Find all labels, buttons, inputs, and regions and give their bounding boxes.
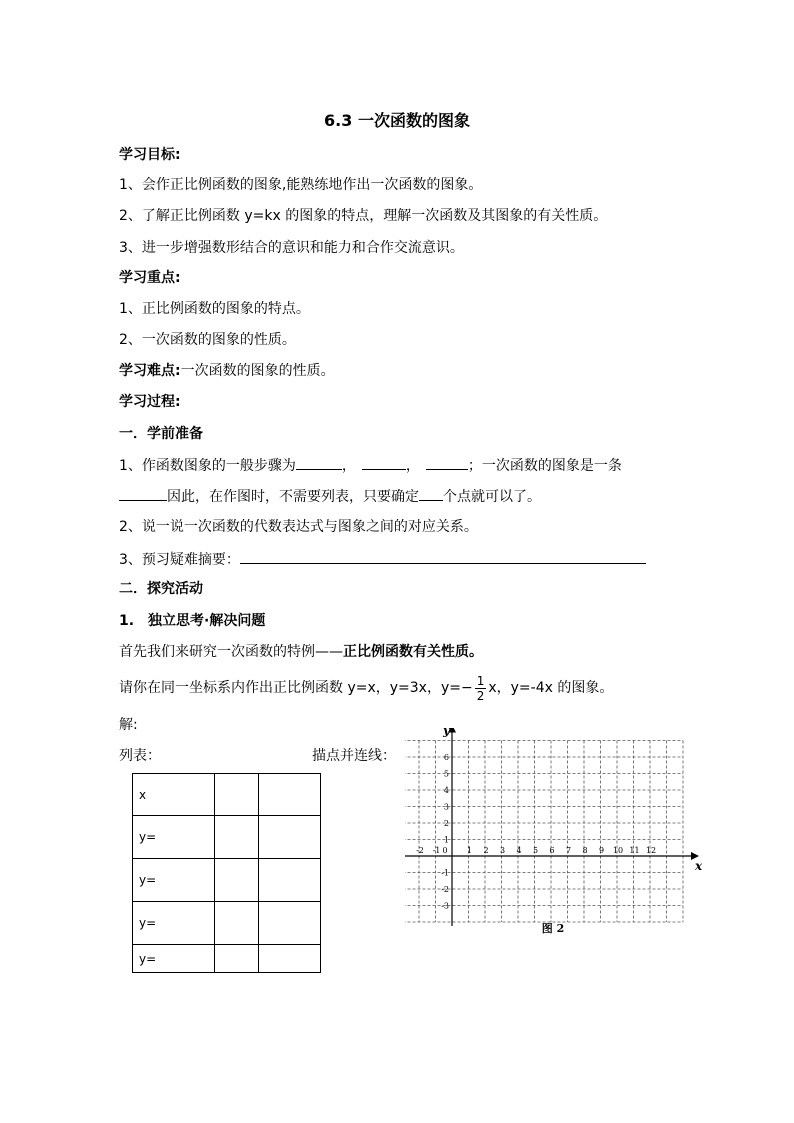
answer-blank-5[interactable]: [419, 486, 443, 501]
x-tick-label: 12: [645, 846, 657, 855]
intro-normal: 首先我们来研究一次函数的特例——: [119, 644, 343, 660]
difficulty-line: [119, 361, 335, 381]
x-tick-label: 7: [565, 846, 572, 855]
table-row: [133, 774, 321, 816]
table-row: [133, 859, 321, 902]
table-row: [133, 945, 321, 973]
x-tick-label: 9: [598, 846, 605, 855]
x-tick-label: 8: [582, 846, 588, 855]
table-cell[interactable]: [215, 859, 259, 902]
axes: [405, 728, 699, 926]
answer-blank-6[interactable]: [240, 549, 646, 564]
fraction-numerator: 1: [476, 673, 485, 688]
question-1-line2: [119, 486, 541, 507]
plot-label: 描点并连线：: [312, 748, 396, 764]
y-tick-label: 4: [443, 786, 449, 795]
difficulty-text: 一次函数的图象的性质。: [180, 363, 335, 379]
question-3-line: [119, 549, 646, 570]
table-cell[interactable]: [259, 859, 321, 902]
answer-blank-3[interactable]: [426, 455, 468, 470]
table-row-label: y=: [133, 859, 215, 902]
question-2: 2、说一说一次函数的代数表达式与图象之间的对应关系。: [119, 519, 478, 535]
answer-blank-1[interactable]: [296, 455, 342, 470]
origin-label: 0: [442, 846, 448, 855]
table-cell[interactable]: [259, 816, 321, 859]
key-point-item-2: 2、一次函数的图象的性质。: [119, 332, 296, 348]
x-axis-label: x: [695, 859, 703, 873]
y-tick-label: 2: [443, 819, 449, 828]
table-cell[interactable]: [215, 902, 259, 945]
table-cell[interactable]: [259, 774, 321, 816]
table-label: 列表：: [119, 748, 161, 764]
question-1-cont: 因此，在作图时，不需要列表，只要确定: [167, 489, 419, 505]
x-tick-label: 11: [629, 846, 640, 855]
answer-blank-4[interactable]: [119, 486, 167, 501]
answer-blank-2[interactable]: [362, 455, 406, 470]
value-table: [132, 773, 321, 973]
x-tick-label: 1: [466, 846, 473, 855]
objective-item-2: 2、了解正比例函数 y=kx 的图象的特点，理解一次函数及其图象的有关性质。: [119, 208, 608, 224]
y-tick-label: 5: [443, 769, 449, 779]
fraction-one-half: [475, 674, 487, 703]
tick-labels: [416, 728, 703, 911]
table-cell[interactable]: [215, 816, 259, 859]
solution-label: 解:: [119, 717, 138, 733]
y-tick-label: 3: [443, 802, 449, 812]
table-cell[interactable]: [215, 774, 259, 816]
x-tick-label: 3: [499, 846, 506, 855]
x-tick-label: 5: [532, 846, 539, 855]
key-points-heading: 学习重点:: [119, 270, 181, 286]
y-tick-label: -2: [441, 885, 449, 894]
difficulty-heading: 学习难点:: [119, 363, 181, 379]
question-1-line1: [119, 455, 622, 476]
table-row: [133, 816, 321, 859]
intro-bold: 正比例函数有关性质。: [343, 644, 483, 660]
objectives-heading: 学习目标:: [119, 147, 181, 163]
coordinate-grid[interactable]: [405, 728, 705, 938]
x-tick-label: 6: [549, 846, 555, 855]
question-1-end: 个点就可以了。: [443, 489, 541, 505]
table-row-label: x: [133, 774, 215, 816]
table-cell[interactable]: [259, 945, 321, 973]
intro-line: [119, 642, 483, 662]
section1-heading: 一．学前准备: [119, 426, 203, 442]
process-heading: 学习过程:: [119, 394, 181, 410]
table-cell[interactable]: [259, 902, 321, 945]
y-tick-label: 1: [443, 835, 449, 845]
table-row-label: y=: [133, 816, 215, 859]
grid-lines: [405, 741, 683, 923]
section2-heading: 二．探究活动: [119, 581, 203, 597]
x-tick-label: 4: [516, 846, 522, 855]
figure-caption: 图 2: [541, 922, 565, 935]
fraction-denominator: 2: [476, 688, 485, 703]
table-row-label: y=: [133, 902, 215, 945]
question-1-mid: ；一次函数的图象是一条: [467, 458, 622, 474]
x-tick-label: -1: [432, 846, 441, 855]
question-1-sep2: ，: [405, 458, 420, 474]
question-3: 3、预习疑难摘要：: [119, 552, 240, 568]
objective-item-1: 1、会作正比例函数的图象,能熟练地作出一次函数的图象。: [119, 177, 483, 193]
y-tick-label: -1: [441, 868, 449, 878]
objective-item-3: 3、进一步增强数形结合的意识和能力和合作交流意识。: [119, 240, 464, 256]
table-row: [133, 902, 321, 945]
page-title: 6.3 一次函数的图象: [324, 111, 470, 130]
table-cell[interactable]: [215, 945, 259, 973]
x-tick-label: 2: [483, 846, 489, 855]
y-axis-label: y: [443, 728, 450, 738]
y-tick-label: 6: [443, 753, 449, 762]
table-row-label: y=: [133, 945, 215, 973]
x-tick-label: 10: [612, 846, 624, 855]
task-line: [119, 670, 613, 706]
task-start: 请你在同一坐标系内作出正比例函数 y=x，y=3x，y=−: [119, 680, 473, 696]
y-tick-label: -3: [441, 901, 449, 911]
section2-sub1: 1. 独立思考·解决问题: [119, 613, 266, 629]
question-1-sep1: ，: [341, 458, 356, 474]
x-tick-label: -2: [416, 846, 424, 855]
question-1-start: 1、作函数图象的一般步骤为: [119, 458, 296, 474]
task-end: x，y=-4x 的图象。: [488, 680, 614, 696]
key-point-item-1: 1、正比例函数的图象的特点。: [119, 301, 310, 317]
